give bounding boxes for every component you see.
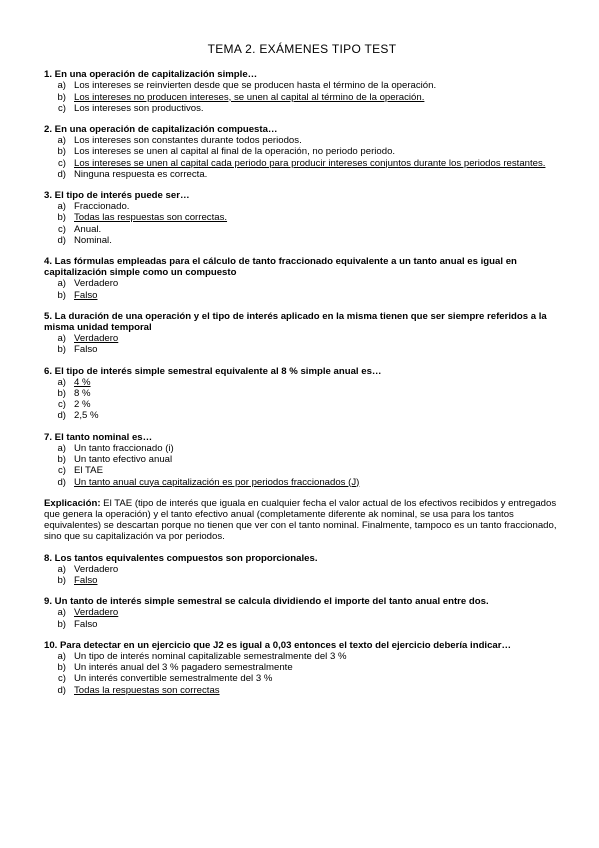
option-letter: a) — [57, 650, 66, 662]
option-text: Verdadero — [74, 278, 119, 290]
question — [44, 256, 560, 301]
option-text: Fraccionado. — [74, 201, 130, 213]
option-letter: c) — [58, 399, 66, 411]
explanation-label: Explicación: — [44, 497, 101, 509]
option-list — [44, 607, 560, 629]
option-text: Los intereses se reinvierten desde que se producen hasta el término de la operación. — [74, 80, 437, 92]
option-text: Los intereses son productivos. — [74, 102, 204, 114]
option-text: 2 % — [74, 399, 91, 411]
answer-option — [44, 344, 560, 355]
option-letter: a) — [57, 80, 66, 92]
answer-option — [44, 388, 560, 399]
option-letter: b) — [57, 454, 66, 466]
questions-block-a — [44, 69, 560, 488]
question — [44, 366, 560, 422]
question-text: 7. El tanto nominal es… — [44, 431, 153, 443]
question — [44, 311, 560, 356]
answer-option — [44, 607, 560, 618]
question — [44, 596, 560, 630]
question-text: 10. Para detectar en un ejercicio que J2 es igual a 0,03 entonces el texto del ejercicio debería indicar… — [44, 639, 512, 651]
option-text: Verdadero — [74, 333, 119, 345]
option-list — [44, 651, 560, 696]
option-letter: a) — [57, 563, 66, 575]
question-text: 8. Los tantos equivalentes compuestos son proporcionales. — [44, 552, 318, 564]
question — [44, 69, 560, 114]
question-text: 5. La duración de una operación y el tipo de interés aplicado en la misma tienen que ser siempre referidos a la misma unidad temporal — [44, 310, 547, 334]
option-text: Nominal. — [74, 234, 112, 246]
option-letter: d) — [57, 476, 66, 488]
answer-option — [44, 158, 560, 169]
page-title: TEMA 2. EXÁMENES TIPO TEST — [207, 42, 397, 56]
answer-option — [44, 564, 560, 575]
option-letter: b) — [57, 212, 66, 224]
option-text: 2,5 % — [74, 410, 99, 422]
answer-option — [44, 410, 560, 421]
answer-option — [44, 169, 560, 180]
questions-block-b — [44, 553, 560, 696]
option-text: Todas la respuestas son correctas — [74, 684, 220, 696]
option-letter: d) — [57, 410, 66, 422]
answer-option — [44, 662, 560, 673]
question-text: 4. Las fórmulas empleadas para el cálculo de tanto fraccionado equivalente a un tanto anual es igual en capitalización simple como un compuesto — [44, 256, 517, 279]
option-text: Falso — [74, 618, 98, 630]
option-letter: b) — [57, 574, 66, 586]
answer-option — [44, 377, 560, 388]
answer-option — [44, 575, 560, 586]
option-letter: a) — [57, 442, 66, 454]
question — [44, 640, 560, 696]
option-text: Todas las respuestas son correctas. — [74, 212, 228, 224]
explanation-text: El TAE (tipo de interés que iguala en cualquier fecha el valor actual de los efectivos recibidos y entregados que genera la operación) y el tanto efectivo anual (completamente diferente ak nominal, se usa para los tantos equivalentes) se descartan porque no tienen que ver con el tanto nominal. Finalmente, tampoco es un tanto fraccionado, sino que su capitalización va por periodos. — [44, 497, 557, 543]
question-text: 9. Un tanto de interés simple semestral se calcula dividiendo el importe del tanto anual entre dos. — [44, 596, 489, 608]
option-list — [44, 135, 560, 180]
option-letter: b) — [57, 146, 66, 158]
question-text: 3. El tipo de interés puede ser… — [44, 190, 190, 202]
option-letter: b) — [57, 91, 66, 103]
question — [44, 124, 560, 180]
answer-option — [44, 651, 560, 662]
option-letter: b) — [57, 289, 66, 301]
option-list — [44, 377, 560, 422]
answer-option — [44, 146, 560, 157]
exam-page — [44, 44, 560, 706]
answer-option — [44, 619, 560, 630]
option-list — [44, 80, 560, 114]
option-letter: a) — [57, 607, 66, 619]
option-list — [44, 564, 560, 586]
answer-option — [44, 673, 560, 684]
option-text: 8 % — [74, 388, 91, 400]
answer-option — [44, 290, 560, 301]
option-list — [44, 201, 560, 246]
answer-option — [44, 212, 560, 223]
option-text: Los intereses se unen al capital cada periodo para producir intereses conjuntos durante los periodos restantes. — [74, 157, 546, 169]
option-text: Falso — [74, 289, 98, 301]
option-letter: d) — [57, 168, 66, 180]
option-letter: d) — [57, 684, 66, 696]
option-text: Falso — [74, 574, 98, 586]
option-letter: c) — [58, 102, 66, 114]
question — [44, 190, 560, 246]
option-letter: a) — [57, 376, 66, 388]
option-letter: a) — [57, 333, 66, 345]
option-letter: b) — [57, 388, 66, 400]
question-text: 2. En una operación de capitalización compuesta… — [44, 124, 278, 136]
option-text: Verdadero — [74, 563, 119, 575]
option-text: Un interés convertible semestralmente del 3 % — [74, 673, 273, 685]
option-letter: b) — [57, 662, 66, 674]
option-letter: a) — [57, 278, 66, 290]
option-list — [44, 278, 560, 300]
option-list — [44, 443, 560, 488]
option-text: Verdadero — [74, 607, 119, 619]
option-letter: c) — [58, 673, 66, 685]
question — [44, 432, 560, 488]
answer-option — [44, 92, 560, 103]
option-text: Los intereses se unen al capital al final de la operación, no periodo periodo. — [74, 146, 396, 158]
question — [44, 553, 560, 587]
option-text: Un tanto fraccionado (i) — [74, 442, 174, 454]
option-letter: b) — [57, 618, 66, 630]
option-letter: c) — [58, 223, 66, 235]
option-letter: d) — [57, 234, 66, 246]
option-text: Un tanto anual cuya capitalización es por periodos fraccionados (J) — [74, 476, 360, 488]
option-text: El TAE — [74, 465, 103, 477]
option-letter: a) — [57, 201, 66, 213]
answer-option — [44, 235, 560, 246]
answer-option — [44, 685, 560, 696]
explanation — [44, 498, 560, 543]
answer-option — [44, 103, 560, 114]
answer-option — [44, 80, 560, 91]
option-text: Los intereses son constantes durante todos periodos. — [74, 135, 302, 147]
answer-option — [44, 465, 560, 476]
option-text: Un interés anual del 3 % pagadero semestralmente — [74, 662, 293, 674]
answer-option — [44, 135, 560, 146]
answer-option — [44, 454, 560, 465]
question-text: 1. En una operación de capitalización simple… — [44, 69, 258, 81]
answer-option — [44, 224, 560, 235]
answer-option — [44, 477, 560, 488]
question-text: 6. El tipo de interés simple semestral equivalente al 8 % simple anual es… — [44, 365, 382, 377]
option-letter: b) — [57, 344, 66, 356]
option-text: Un tipo de interés nominal capitalizable semestralmente del 3 % — [74, 650, 347, 662]
option-letter: a) — [57, 135, 66, 147]
option-text: Ninguna respuesta es correcta. — [74, 168, 208, 180]
answer-option — [44, 333, 560, 344]
option-text: 4 % — [74, 376, 91, 388]
answer-option — [44, 201, 560, 212]
option-text: Los intereses no producen intereses, se unen al capital al término de la operación. — [74, 91, 425, 103]
option-text: Un tanto efectivo anual — [74, 454, 173, 466]
option-text: Falso — [74, 344, 98, 356]
answer-option — [44, 443, 560, 454]
answer-option — [44, 278, 560, 289]
option-list — [44, 333, 560, 355]
option-letter: c) — [58, 157, 66, 169]
option-letter: c) — [58, 465, 66, 477]
answer-option — [44, 399, 560, 410]
option-text: Anual. — [74, 223, 102, 235]
